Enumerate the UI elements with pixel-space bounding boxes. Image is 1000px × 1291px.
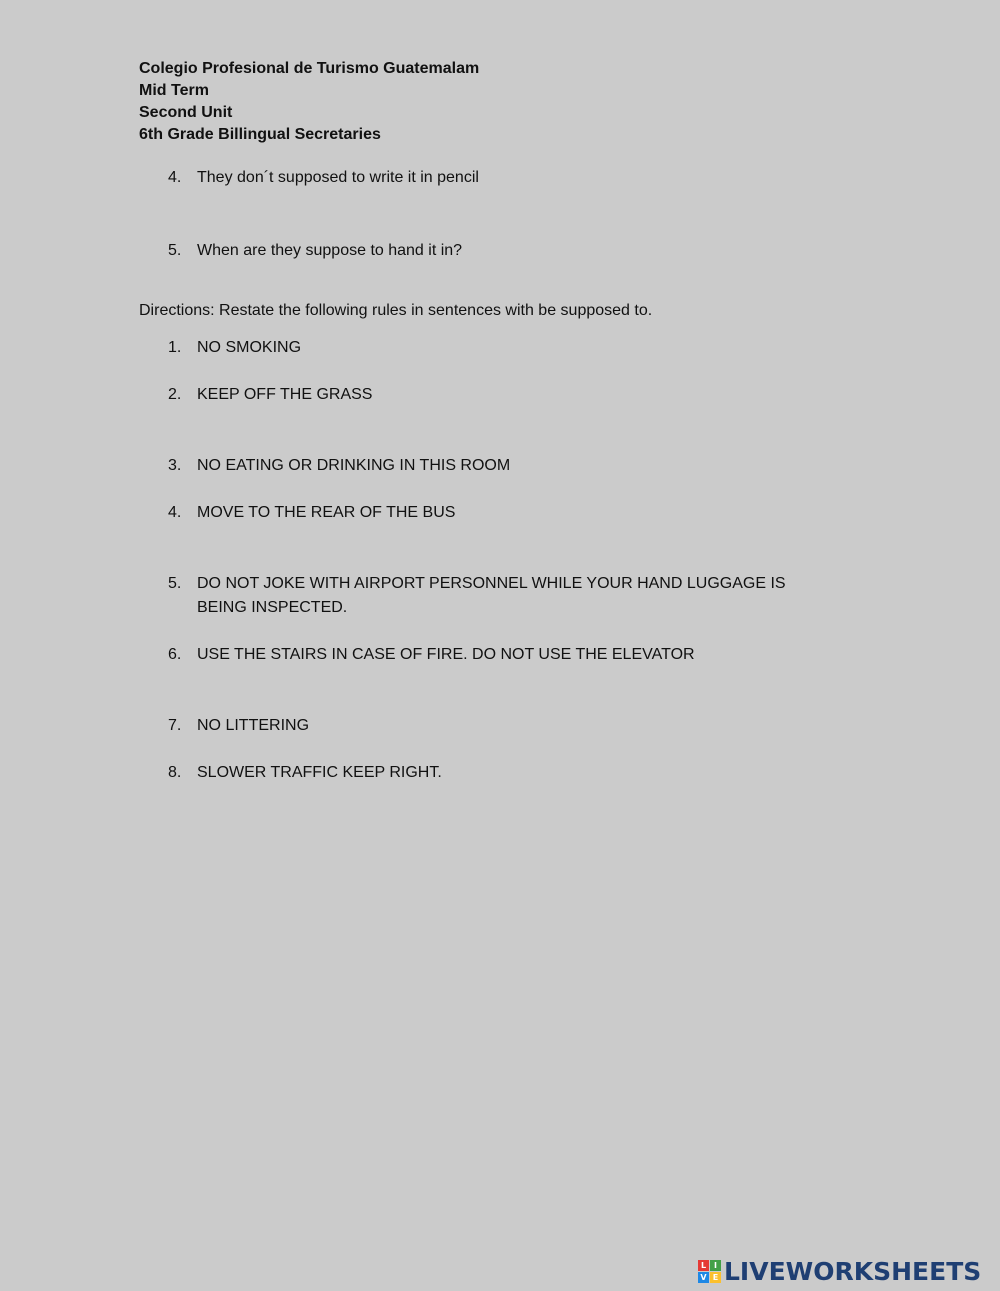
question-number: 4. (168, 169, 182, 186)
rule-number: 7. (168, 717, 182, 734)
rule-text: NO LITTERING (197, 717, 310, 734)
logo-wordmark: LIVEWORKSHEETS (724, 1256, 982, 1286)
question-text: When are they suppose to hand it in? (197, 242, 463, 259)
logo-letter-v: V (698, 1272, 709, 1283)
rule-number: 8. (168, 764, 182, 781)
liveworksheets-logo (698, 1256, 981, 1286)
rule-text: NO EATING OR DRINKING IN THIS ROOM (197, 457, 511, 474)
school-name: Colegio Profesional de Turismo Guatemalam (139, 60, 480, 77)
question-number: 5. (168, 242, 182, 259)
question-item (168, 239, 817, 263)
rule-number: 4. (168, 504, 182, 521)
document-header (139, 58, 479, 146)
rule-text: KEEP OFF THE GRASS (197, 386, 373, 403)
rule-text: SLOWER TRAFFIC KEEP RIGHT. (197, 764, 442, 781)
directions-text: Directions: Restate the following rules in sentences with be supposed to. (139, 302, 653, 319)
rule-item (168, 572, 817, 620)
rule-text: DO NOT JOKE WITH AIRPORT PERSONNEL WHILE YOUR HAND LUGGAGE IS BEING INSPECTED. (197, 575, 786, 616)
rule-item (168, 643, 817, 667)
rule-number: 1. (168, 339, 182, 356)
rule-number: 6. (168, 646, 182, 663)
rule-item (168, 501, 817, 525)
logo-letter-l: L (698, 1260, 709, 1271)
unit-label: Second Unit (139, 104, 233, 121)
rule-number: 5. (168, 575, 182, 592)
exam-title: Mid Term (139, 82, 209, 99)
rule-text: MOVE TO THE REAR OF THE BUS (197, 504, 456, 521)
rule-item (168, 761, 817, 785)
rule-item (168, 383, 817, 407)
grade-label: 6th Grade Billingual Secretaries (139, 126, 381, 143)
logo-letter-e: E (710, 1272, 721, 1283)
rule-item (168, 454, 817, 478)
live-badge-icon (698, 1260, 721, 1283)
rule-number: 2. (168, 386, 182, 403)
question-text: They don´t supposed to write it in pencil (197, 169, 479, 186)
question-item (168, 166, 817, 190)
rule-text: USE THE STAIRS IN CASE OF FIRE. DO NOT USE THE ELEVATOR (197, 646, 695, 663)
rule-item (168, 336, 817, 360)
rule-number: 3. (168, 457, 182, 474)
rule-item (168, 714, 817, 738)
logo-letter-i: I (710, 1260, 721, 1271)
rule-text: NO SMOKING (197, 339, 302, 356)
